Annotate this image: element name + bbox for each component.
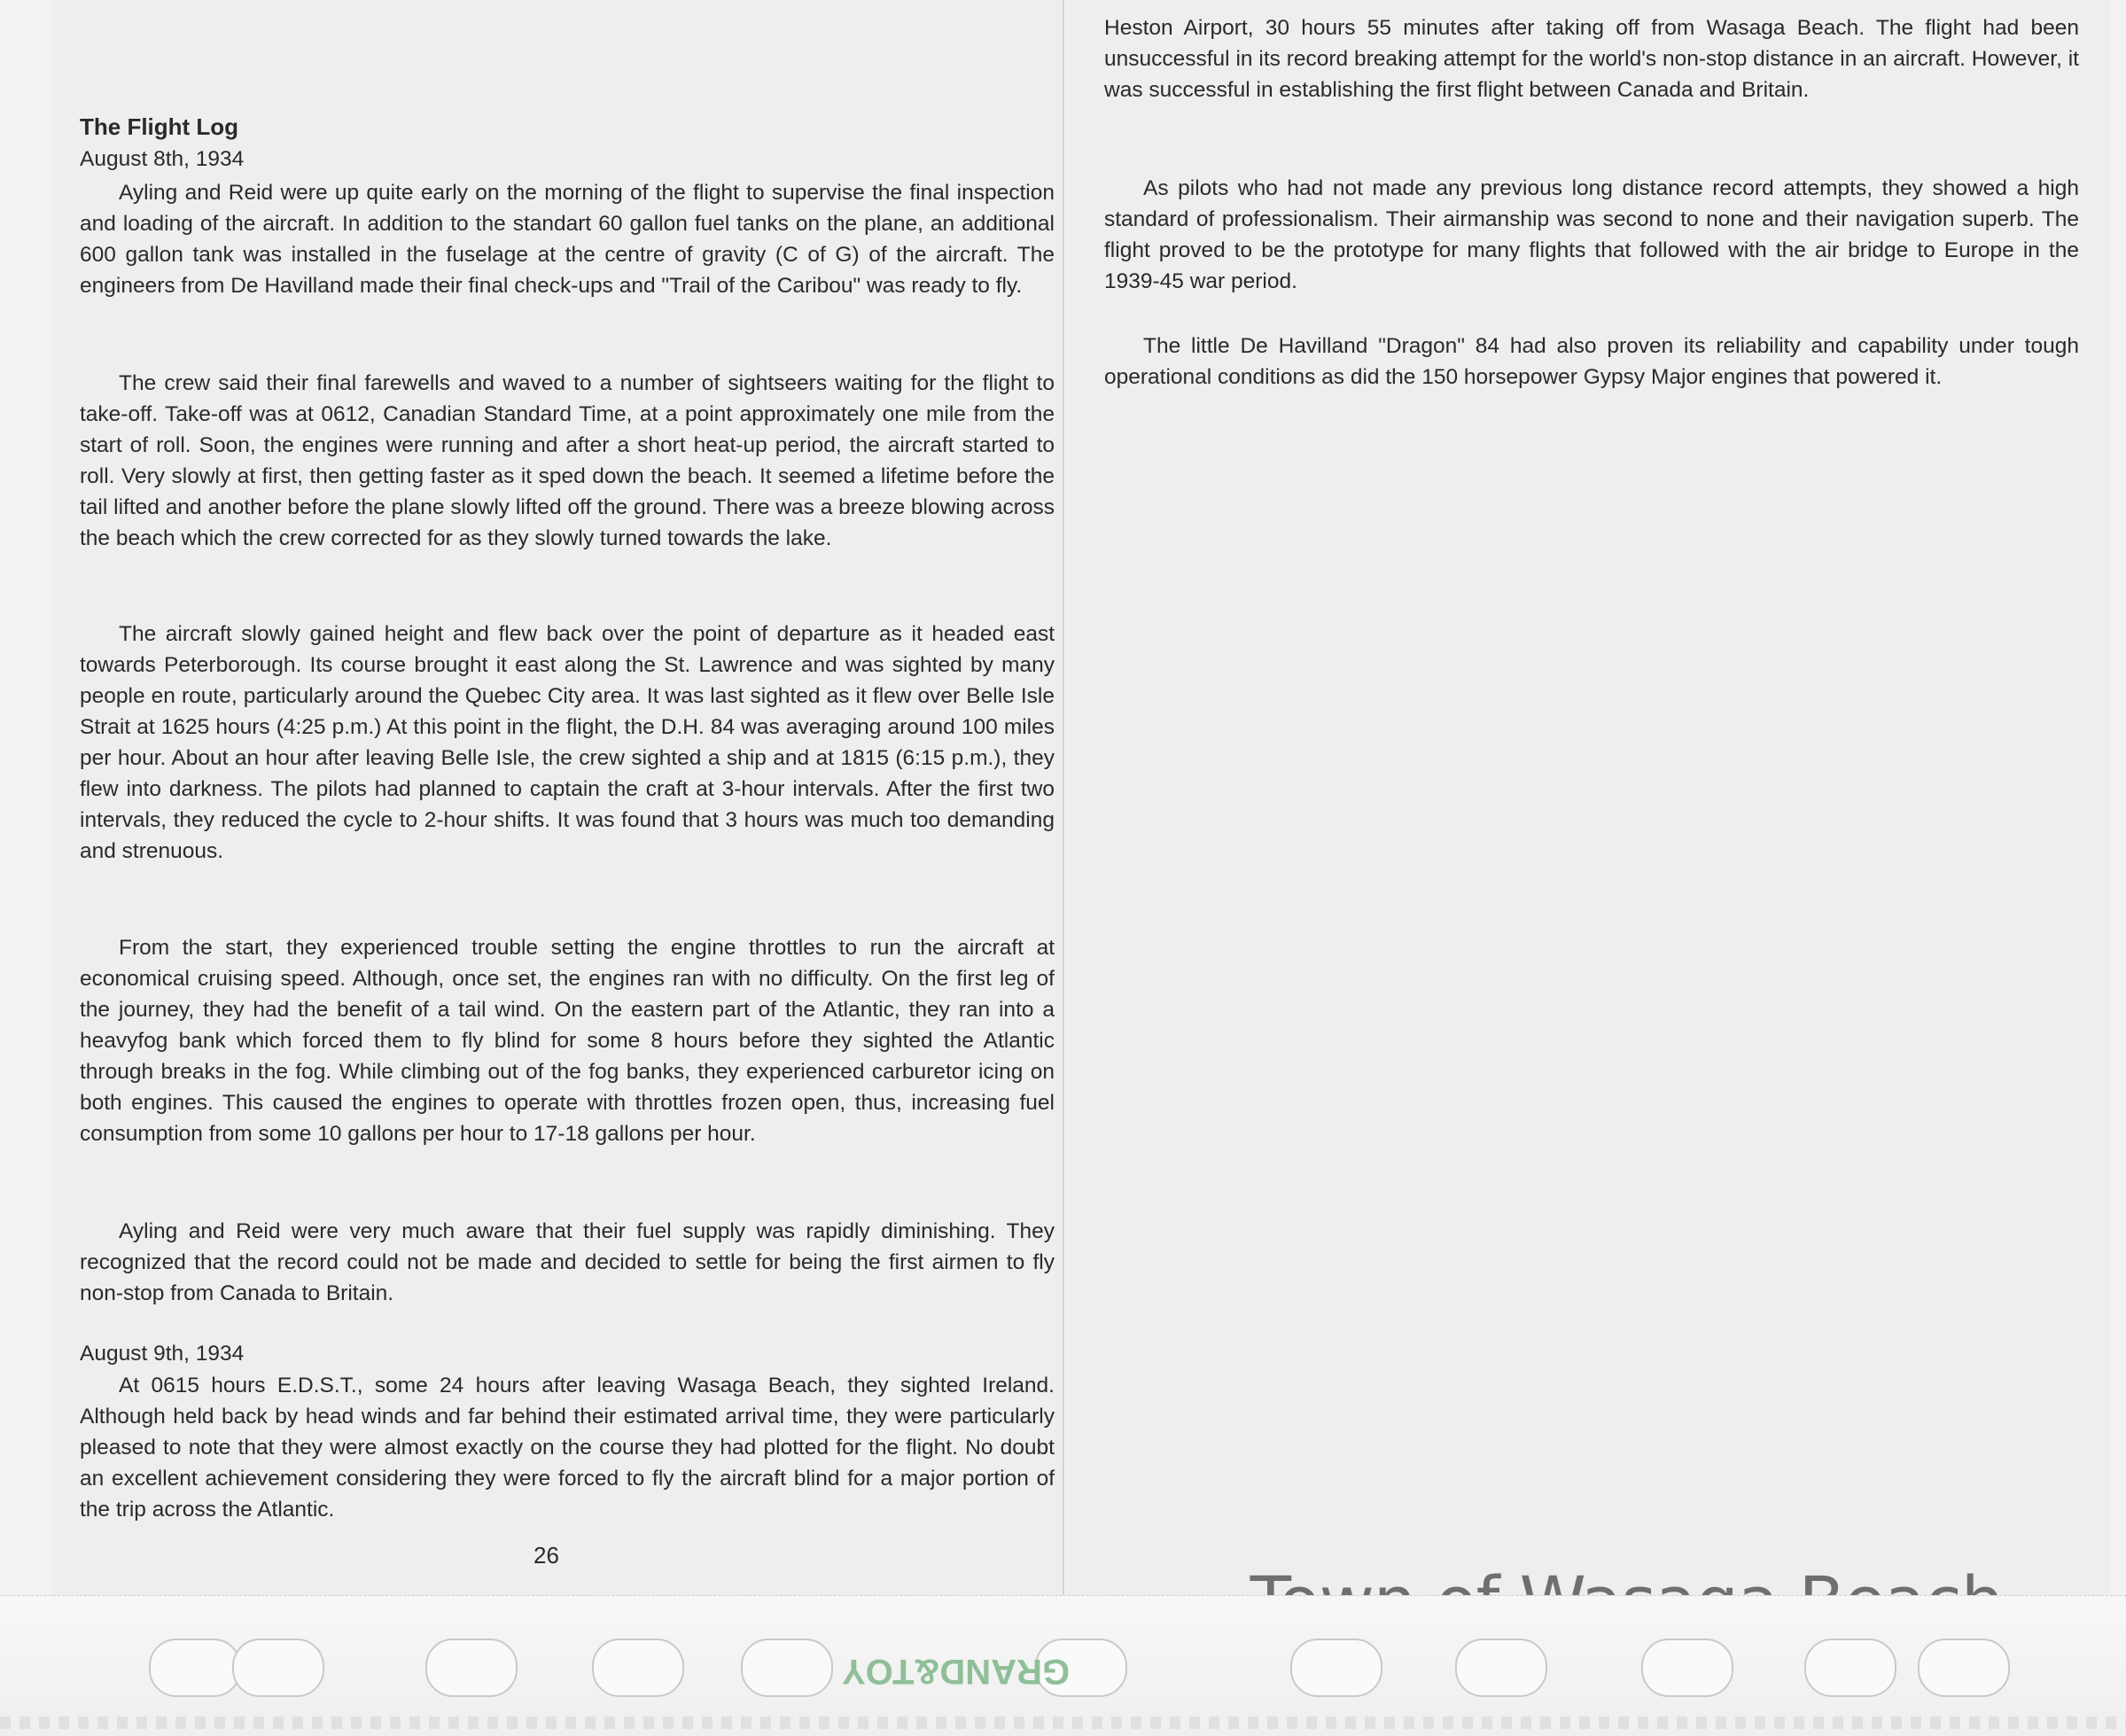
binder-brand-mark: GRAND&TOY [842, 1652, 1071, 1691]
date-august-9: August 9th, 1934 [80, 1342, 245, 1366]
paragraph-1: Ayling and Reid were up quite early on the morning of the flight to supervise the final inspection and loading of the aircraft. In addition to the standart 60 gallon fuel tanks on the plane, an additional 600 gallon tank was installed in the fuselage at the centre of gravity (C of G) of the aircraft. The engineers from De Havilland made their final check-ups and "Trail of the Caribou" was ready to fly. [80, 181, 1055, 298]
paragraph-dragon: The little De Havilland "Dragon" 84 had also proven its reliability and capability under tough operational conditions as did the 150 horsepower Gypsy Major engines that powered it. [1104, 334, 2079, 389]
binder-hole [1290, 1639, 1382, 1697]
perforation-strip [0, 1717, 2126, 1729]
binder-hole [149, 1639, 241, 1697]
left-page [51, 0, 1062, 1595]
paragraph-2: The crew said their final farewells and waved to a number of sightseers waiting for the flight to take-off. Take-off was at 0612, Canadian Standard Time, at a point approximately one mile from the start of roll. Soon, the engines were running and after a short heat-up period, the aircraft started to roll. Very slowly at first, then getting faster as it sped down the beach. It seemed a lifetime before the tail lifted and another before the plane slowly lifted off the ground. There was a breeze blowing across the beach which the crew corrected for as they slowly turned towards the lake. [80, 371, 1055, 550]
paragraph-professionalism: As pilots who had not made any previous long distance record attempts, they showed a high standard of professionalism. Their airmanship was second to none and their navigation superb. The flight proved to be the prototype for many flights that followed with the air bridge to Europe in the 1939-45 war period. [1104, 176, 2079, 293]
binder-hole [741, 1639, 833, 1697]
binder-hole [1641, 1639, 1733, 1697]
page-gutter [1063, 0, 1064, 1595]
binder-hole [1918, 1639, 2010, 1697]
section-heading: The Flight Log [80, 113, 239, 140]
binder-hole [1804, 1639, 1896, 1697]
date-august-8: August 8th, 1934 [80, 147, 245, 171]
page-number: 26 [533, 1542, 559, 1569]
binder-hole [425, 1639, 518, 1697]
paragraph-5: Ayling and Reid were very much aware that their fuel supply was rapidly diminishing. They recognized that the record could not be made and decided to settle for being the first airmen to fly non-stop from Canada to Britain. [80, 1219, 1055, 1305]
binder-hole [592, 1639, 684, 1697]
continued-paragraph: Heston Airport, 30 hours 55 minutes after taking off from Wasaga Beach. The flight had been unsuccessful in its record breaking attempt for the world's non-stop distance in an aircraft. However, it was successful in establishing the first flight between Canada and Britain. [1104, 16, 2079, 102]
paragraph-6: At 0615 hours E.D.S.T., some 24 hours after leaving Wasaga Beach, they sighted Ireland. Although held back by head winds and far behind their estimated arrival time, they were particularly pleased to note that they were almost exactly on the course they had plotted for the flight. No doubt an excellent achievement considering they were forced to fly the aircraft blind for a major portion of the trip across the Atlantic. [80, 1374, 1055, 1522]
paragraph-4: From the start, they experienced trouble setting the engine throttles to run the aircraft at economical cruising speed. Although, once set, the engines ran with no difficulty. On the first leg of the journey, they had the benefit of a tail wind. On the eastern part of the Atlantic, they ran into a heavyfog bank which forced them to fly blind for some 8 hours before they sighted the Atlantic through breaks in the fog. While climbing out of the fog banks, they experienced carburetor icing on both engines. This caused the engines to operate with throttles frozen open, thus, increasing fuel consumption from some 10 gallons per hour to 17-18 gallons per hour. [80, 936, 1055, 1146]
paragraph-3: The aircraft slowly gained height and flew back over the point of departure as it headed east towards Peterborough. Its course brought it east along the St. Lawrence and was sighted by many people en route, particularly around the Quebec City area. It was last sighted as it flew over Belle Isle Strait at 1625 hours (4:25 p.m.) At this point in the flight, the D.H. 84 was averaging around 100 miles per hour. About an hour after leaving Belle Isle, the crew sighted a ship and at 1815 (6:15 p.m.), they flew into darkness. The pilots had planned to captain the craft at 3-hour intervals. After the first two intervals, they reduced the cycle to 2-hour shifts. It was found that 3 hours was much too demanding and strenuous. [80, 622, 1055, 863]
binder-sleeve-edge [0, 1595, 2126, 1736]
binder-hole [1455, 1639, 1547, 1697]
binder-hole [232, 1639, 324, 1697]
right-page [1065, 0, 2109, 1595]
